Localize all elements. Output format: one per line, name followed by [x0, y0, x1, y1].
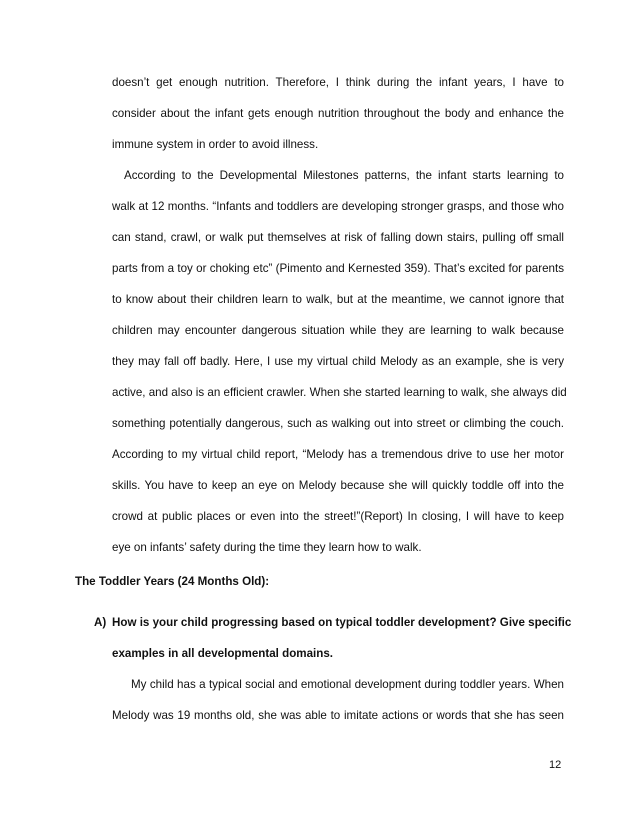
paragraph-1-line: doesn’t get enough nutrition. Therefore, I think during the infant years, I have to: [112, 76, 564, 89]
question-label: A): [94, 616, 107, 629]
paragraph-2-line: they may fall off badly. Here, I use my virtual child Melody as an example, she is very: [112, 355, 564, 368]
question-line: examples in all developmental domains.: [112, 647, 334, 660]
paragraph-3-line: Melody was 19 months old, she was able to imitate actions or words that she has seen: [112, 709, 564, 722]
paragraph-2-line: active, and also is an efficient crawler. When she started learning to walk, she always did: [112, 386, 567, 399]
paragraph-2-line: parts from a toy or choking etc” (Pimento and Kernested 359). That’s excited for parents: [112, 262, 564, 275]
paragraph-3-line: My child has a typical social and emotional development during toddler years. When: [131, 678, 564, 691]
paragraph-2-line: eye on infants’ safety during the time they learn how to walk.: [112, 541, 422, 554]
paragraph-2-line: can stand, crawl, or walk put themselves at risk of falling down stairs, pulling off small: [112, 231, 564, 244]
paragraph-2-line: something potentially dangerous, such as walking out into street or climbing the couch.: [112, 417, 564, 430]
paragraph-2-line: walk at 12 months. “Infants and toddlers are developing stronger grasps, and those who: [112, 200, 564, 213]
question-line: How is your child progressing based on typical toddler development? Give specific: [112, 616, 572, 629]
paragraph-2-line: crowd at public places or even into the street!”(Report) In closing, I will have to keep: [112, 510, 564, 523]
section-heading: The Toddler Years (24 Months Old):: [75, 575, 270, 588]
paragraph-2-line: children may encounter dangerous situation while they are learning to walk because: [112, 324, 564, 337]
paragraph-2-line: to know about their children learn to walk, but at the meantime, we cannot ignore that: [112, 293, 564, 306]
page-number: 12: [549, 759, 562, 771]
paragraph-2-line: According to the Developmental Milestones patterns, the infant starts learning to: [124, 169, 564, 182]
paragraph-2-line: According to my virtual child report, “Melody has a tremendous drive to use her motor: [112, 448, 564, 461]
paragraph-1-line: consider about the infant gets enough nutrition throughout the body and enhance the: [112, 107, 564, 120]
paragraph-1-line: immune system in order to avoid illness.: [112, 138, 319, 151]
paragraph-2-line: skills. You have to keep an eye on Melody because she will quickly toddle off into the: [112, 479, 564, 492]
